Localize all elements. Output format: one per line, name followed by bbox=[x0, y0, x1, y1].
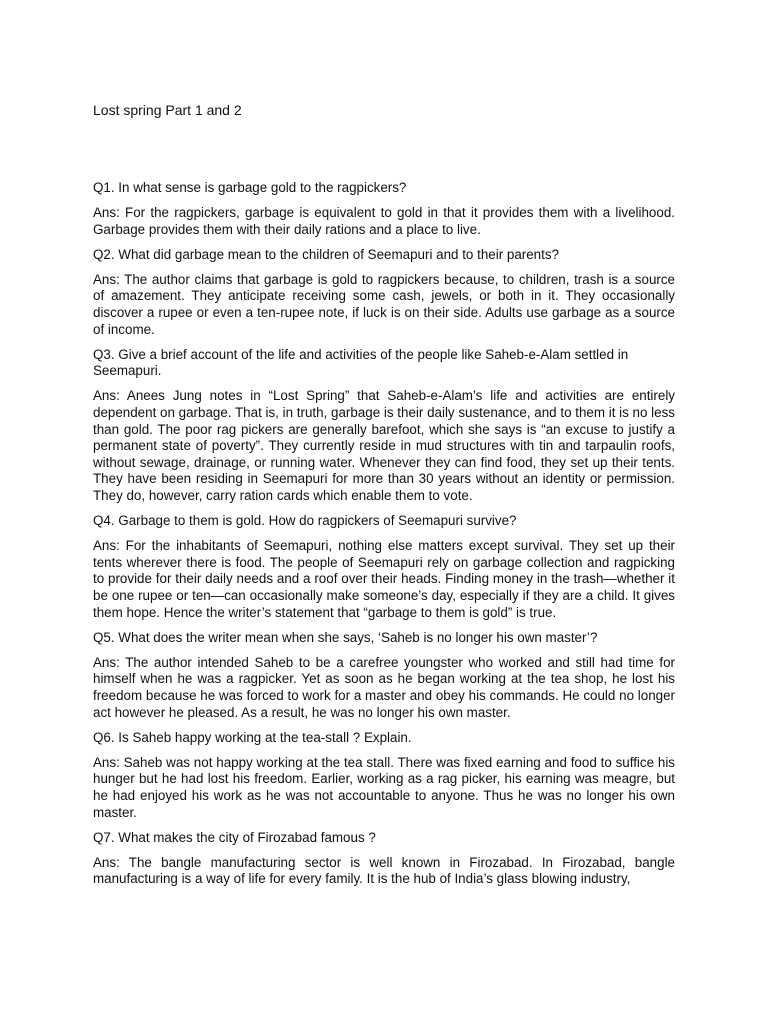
answer-text: Ans: Saheb was not happy working at the tea stall. There was fixed earning and food to suffice his hunger but he had lost his freedom. Earlier, working as a rag picker, his earning was meagre, but he had enjoyed his work as he was not accountable to anyone. Thus he was no longer his own master. bbox=[93, 754, 675, 820]
question-text: Q7. What makes the city of Firozabad famous ? bbox=[93, 829, 376, 845]
question-text: Q6. Is Saheb happy working at the tea-stall ? Explain. bbox=[93, 729, 412, 745]
qa-item bbox=[93, 830, 675, 888]
question-text: Q5. What does the writer mean when she says, ‘Saheb is no longer his own master’? bbox=[93, 629, 598, 645]
answer-text: Ans: The bangle manufacturing sector is well known in Firozabad. In Firozabad, bangle manufacturing is a way of life for every family. It is the hub of India’s glass blowing industry, bbox=[93, 854, 675, 887]
qa-item bbox=[93, 513, 675, 621]
question-text: Q1. In what sense is garbage gold to the ragpickers? bbox=[93, 180, 407, 195]
document-page bbox=[93, 0, 675, 1024]
answer-text: Ans: For the ragpickers, garbage is equivalent to gold in that it provides them with a livelihood. Garbage provides them with their daily rations and a place to live. bbox=[93, 205, 675, 237]
qa-item bbox=[93, 730, 675, 821]
qa-item bbox=[93, 630, 675, 721]
answer-text: Ans: The author intended Saheb to be a carefree youngster who worked and still had time for himself when he was a ragpicker. Yet as soon as he began working at the tea shop, he lost his freedom because he was forced to work for a master and obey his commands. He could no longer act however he pleased. As a result, he was no longer his own master. bbox=[93, 654, 675, 720]
qa-item bbox=[93, 247, 675, 338]
document-title: Lost spring Part 1 and 2 bbox=[93, 102, 242, 118]
answer-text: Ans: Anees Jung notes in “Lost Spring” that Saheb-e-Alam’s life and activities are entirely dependent on garbage. That is, in truth, garbage is their daily sustenance, and to them it is no less than gold. The poor rag pickers are generally barefoot, which she says is “an excuse to justify a permanent state of poverty”. They currently reside in mud structures with tin and tarpaulin roofs, without sewage, drainage, or running water. Whenever they can find food, they set up their tents. They have been residing in Seemapuri for more than 30 years without an identity or permission. They do, however, carry ration cards which enable them to vote. bbox=[93, 388, 675, 503]
question-text: Q2. What did garbage mean to the children of Seemapuri and to their parents? bbox=[93, 246, 559, 262]
answer-text: Ans: For the inhabitants of Seemapuri, nothing else matters except survival. They set up their tents wherever there is food. The people of Seemapuri rely on garbage collection and ragpicking to provide for their daily needs and a roof over their heads. Finding money in the trash—whether it be one rupee or ten—can occasionally make someone’s day, especially if they are a child. It gives them hope. Hence the writer’s statement that “garbage to them is gold” is true. bbox=[93, 538, 675, 620]
qa-list bbox=[93, 180, 675, 896]
answer-text: Ans: The author claims that garbage is gold to ragpickers because, to children, trash is a source of amazement. They anticipate receiving some cash, jewels, or both in it. They occasionally discover a rupee or even a ten-rupee note, if luck is on their side. Adults use garbage as a source of income. bbox=[93, 271, 675, 337]
qa-item bbox=[93, 347, 675, 505]
qa-item bbox=[93, 180, 675, 238]
question-text: Q4. Garbage to them is gold. How do ragpickers of Seemapuri survive? bbox=[93, 513, 517, 529]
question-text: Q3. Give a brief account of the life and activities of the people like Saheb-e-Alam settled in Seemapuri. bbox=[93, 346, 629, 379]
